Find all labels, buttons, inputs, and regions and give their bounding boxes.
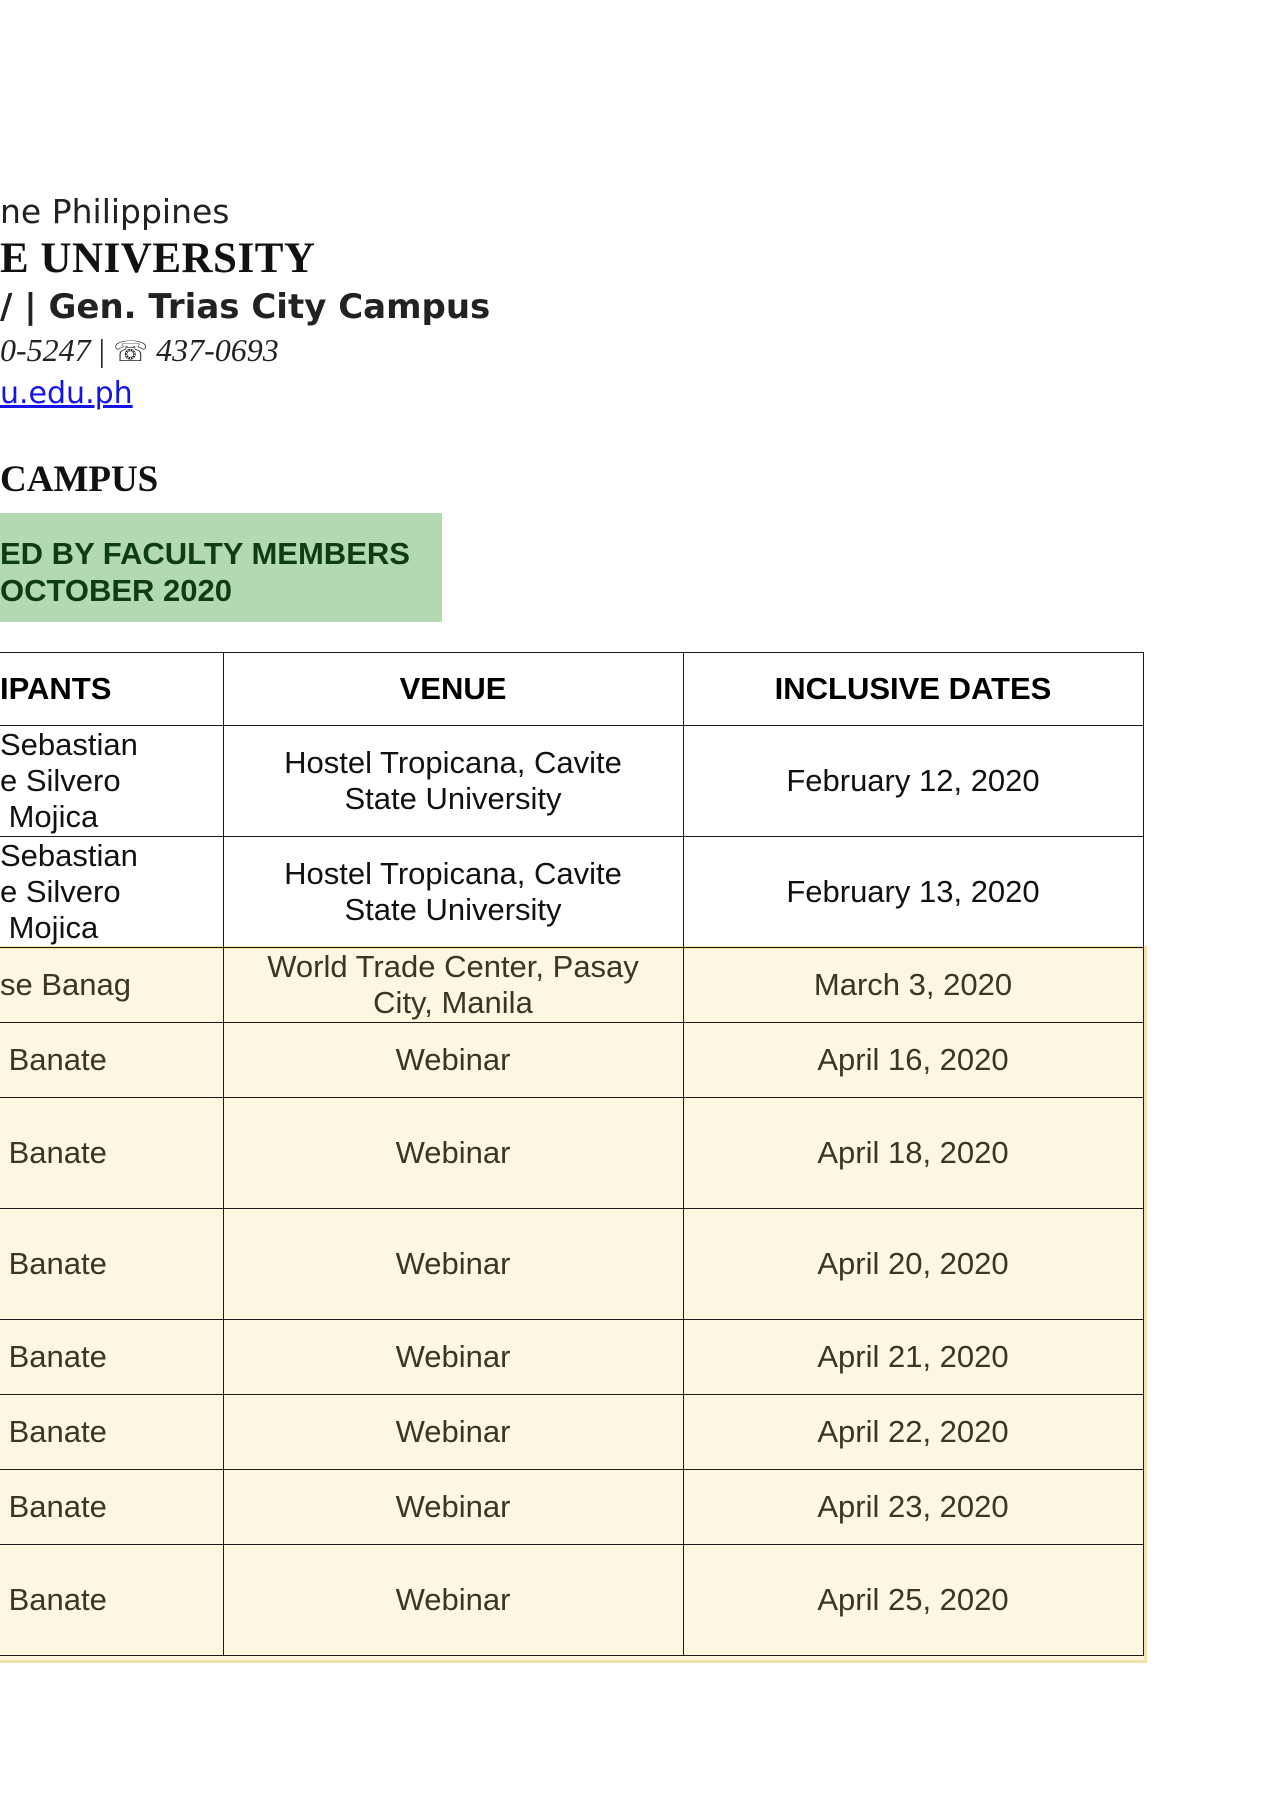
contact-phones xyxy=(0,332,279,369)
venue-cell xyxy=(223,837,683,948)
venue-line: Hostel Tropicana, Cavite xyxy=(284,856,622,891)
participants-cell: Banate xyxy=(0,1098,223,1209)
venue-line: Hostel Tropicana, Cavite xyxy=(284,745,622,780)
participants-cell: Banate xyxy=(0,1320,223,1395)
table-row xyxy=(0,1545,1143,1656)
venue-line: State University xyxy=(344,781,562,816)
participants-cell xyxy=(0,726,223,837)
venue-cell: Webinar xyxy=(223,1209,683,1320)
date-cell: April 16, 2020 xyxy=(683,1023,1143,1098)
participants-cell xyxy=(0,837,223,948)
table-header-row xyxy=(0,653,1143,726)
banner-line-2: OCTOBER 2020 xyxy=(0,573,233,608)
participants-cell: Banate xyxy=(0,1023,223,1098)
date-cell: March 3, 2020 xyxy=(683,948,1143,1023)
venue-cell: Webinar xyxy=(223,1320,683,1395)
participant-name: Mojica xyxy=(0,799,99,834)
header-venue: VENUE xyxy=(223,653,683,726)
table-row xyxy=(0,1320,1143,1395)
campus-name: / | Gen. Trias City Campus xyxy=(0,287,491,327)
venue-line: City, Manila xyxy=(373,985,533,1020)
participant-name: Mojica xyxy=(0,910,99,945)
phone-separator: | xyxy=(98,332,106,368)
campus-title: CAMPUS xyxy=(0,459,159,500)
venue-line: World Trade Center, Pasay xyxy=(267,949,639,984)
website-link[interactable]: u.edu.ph xyxy=(0,376,133,411)
university-name: E UNIVERSITY xyxy=(0,235,316,282)
table-row xyxy=(0,948,1143,1023)
venue-cell: Webinar xyxy=(223,1395,683,1470)
date-cell: April 20, 2020 xyxy=(683,1209,1143,1320)
table-row xyxy=(0,1470,1143,1545)
date-cell: February 13, 2020 xyxy=(683,837,1143,948)
report-title-banner xyxy=(0,513,442,622)
participants-cell: Banate xyxy=(0,1395,223,1470)
telephone-icon: ☏ xyxy=(113,335,149,368)
venue-cell: Webinar xyxy=(223,1470,683,1545)
header-participants: IPANTS xyxy=(0,653,223,726)
phone-number-2: 437-0693 xyxy=(156,332,279,368)
participants-cell: Banate xyxy=(0,1470,223,1545)
activities-table xyxy=(0,652,1143,1656)
venue-cell: Webinar xyxy=(223,1545,683,1656)
table-row xyxy=(0,1395,1143,1470)
country-line: ne Philippines xyxy=(0,192,230,231)
table-row xyxy=(0,837,1143,948)
participant-name: e Silvero xyxy=(0,874,121,909)
participant-name: Sebastian xyxy=(0,727,138,762)
participants-cell: Banate xyxy=(0,1545,223,1656)
participants-cell: se Banag xyxy=(0,948,223,1023)
header-dates: INCLUSIVE DATES xyxy=(683,653,1143,726)
venue-cell xyxy=(223,726,683,837)
date-cell: February 12, 2020 xyxy=(683,726,1143,837)
participants-cell: Banate xyxy=(0,1209,223,1320)
phone-number-1: 0-5247 xyxy=(0,332,91,368)
table-row xyxy=(0,726,1143,837)
date-cell: April 25, 2020 xyxy=(683,1545,1143,1656)
table-row xyxy=(0,1023,1143,1098)
date-cell: April 21, 2020 xyxy=(683,1320,1143,1395)
venue-cell: Webinar xyxy=(223,1098,683,1209)
date-cell: April 22, 2020 xyxy=(683,1395,1143,1470)
participant-name: e Silvero xyxy=(0,763,121,798)
date-cell: April 18, 2020 xyxy=(683,1098,1143,1209)
venue-cell: Webinar xyxy=(223,1023,683,1098)
date-cell: April 23, 2020 xyxy=(683,1470,1143,1545)
venue-cell xyxy=(223,948,683,1023)
participant-name: Sebastian xyxy=(0,838,138,873)
banner-line-1: ED BY FACULTY MEMBERS xyxy=(0,536,410,571)
table-row xyxy=(0,1209,1143,1320)
table-row xyxy=(0,1098,1143,1209)
venue-line: State University xyxy=(344,892,562,927)
